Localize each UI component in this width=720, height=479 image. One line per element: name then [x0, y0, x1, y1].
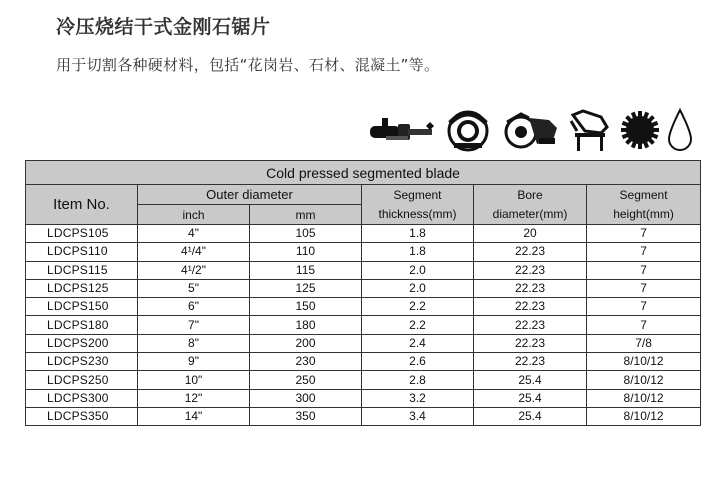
cell-segment-thickness: 2.2: [362, 298, 474, 316]
cell-inch: 12": [138, 389, 250, 407]
angle-grinder-icon: [368, 112, 438, 148]
cutoff-saw-icon: [499, 108, 561, 152]
header-mm: mm: [250, 205, 362, 225]
cell-segment-height: 8/10/12: [587, 389, 701, 407]
header-inch: inch: [138, 205, 250, 225]
cell-inch: 10": [138, 371, 250, 389]
cell-segment-height: 8/10/12: [587, 371, 701, 389]
cell-bore-diameter: 25.4: [474, 371, 587, 389]
cell-mm: 180: [250, 316, 362, 334]
cell-item-no: LDCPS250: [26, 371, 138, 389]
cell-mm: 150: [250, 298, 362, 316]
cell-segment-thickness: 2.2: [362, 316, 474, 334]
table-row: [26, 407, 701, 425]
table-row: [26, 389, 701, 407]
cell-mm: 300: [250, 389, 362, 407]
cell-bore-diameter: 22.23: [474, 243, 587, 261]
cell-bore-diameter: 25.4: [474, 407, 587, 425]
header-bore-line2: diameter(mm): [492, 206, 568, 221]
table-row: [26, 298, 701, 316]
application-icons: [368, 104, 694, 156]
table-row: [26, 225, 701, 243]
cell-inch: 6": [138, 298, 250, 316]
cell-item-no: LDCPS150: [26, 298, 138, 316]
cell-inch: 14": [138, 407, 250, 425]
table-row: [26, 243, 701, 261]
cell-inch: 4¹/4": [138, 243, 250, 261]
table-row: [26, 279, 701, 297]
cell-mm: 115: [250, 261, 362, 279]
cell-item-no: LDCPS105: [26, 225, 138, 243]
cell-segment-height: 8/10/12: [587, 353, 701, 371]
cell-segment-height: 7: [587, 261, 701, 279]
cell-segment-thickness: 2.0: [362, 279, 474, 297]
cell-item-no: LDCPS300: [26, 389, 138, 407]
cell-segment-thickness: 1.8: [362, 225, 474, 243]
cell-segment-thickness: 2.8: [362, 371, 474, 389]
cell-segment-thickness: 1.8: [362, 243, 474, 261]
cell-bore-diameter: 22.23: [474, 353, 587, 371]
cell-segment-height: 7: [587, 225, 701, 243]
table-row: [26, 371, 701, 389]
header-segment-height-line1: Segment: [619, 187, 668, 202]
cell-segment-height: 8/10/12: [587, 407, 701, 425]
cell-item-no: LDCPS115: [26, 261, 138, 279]
cell-segment-thickness: 2.6: [362, 353, 474, 371]
cell-segment-height: 7: [587, 298, 701, 316]
cell-segment-height: 7: [587, 316, 701, 334]
header-segment-thickness: [362, 185, 474, 225]
cell-segment-thickness: 2.4: [362, 334, 474, 352]
cell-bore-diameter: 22.23: [474, 316, 587, 334]
table-row: [26, 261, 701, 279]
bench-saw-icon: [567, 107, 613, 153]
table-row: [26, 316, 701, 334]
cell-bore-diameter: 22.23: [474, 298, 587, 316]
cell-mm: 230: [250, 353, 362, 371]
cell-inch: 4¹/2": [138, 261, 250, 279]
header-item-no: Item No.: [26, 185, 138, 225]
cell-inch: 7": [138, 316, 250, 334]
water-drop-icon: [666, 107, 694, 153]
cell-inch: 9": [138, 353, 250, 371]
cell-segment-thickness: 3.4: [362, 407, 474, 425]
cell-mm: 110: [250, 243, 362, 261]
cell-bore-diameter: 25.4: [474, 389, 587, 407]
table-body: [26, 225, 701, 426]
header-segment-height: [587, 185, 701, 225]
cell-mm: 105: [250, 225, 362, 243]
cell-bore-diameter: 22.23: [474, 334, 587, 352]
table-caption: Cold pressed segmented blade: [26, 161, 701, 185]
cell-mm: 200: [250, 334, 362, 352]
cell-item-no: LDCPS110: [26, 243, 138, 261]
cell-bore-diameter: 20: [474, 225, 587, 243]
cell-inch: 8": [138, 334, 250, 352]
cell-segment-thickness: 3.2: [362, 389, 474, 407]
header-outer-diameter: Outer diameter: [138, 185, 362, 205]
header-segment-thickness-line2: thickness(mm): [378, 206, 457, 221]
cell-item-no: LDCPS350: [26, 407, 138, 425]
cell-item-no: LDCPS200: [26, 334, 138, 352]
page-title: 冷压烧结干式金刚石锯片: [56, 16, 271, 38]
header-bore-diameter: [474, 185, 587, 225]
table-row: [26, 334, 701, 352]
cell-item-no: LDCPS125: [26, 279, 138, 297]
gear-icon: [620, 110, 660, 150]
circular-saw-icon: [444, 107, 492, 153]
cell-inch: 5": [138, 279, 250, 297]
cell-item-no: LDCPS230: [26, 353, 138, 371]
cell-segment-height: 7: [587, 279, 701, 297]
cell-segment-thickness: 2.0: [362, 261, 474, 279]
table-row: [26, 353, 701, 371]
cell-mm: 350: [250, 407, 362, 425]
header-segment-thickness-line1: Segment: [393, 187, 442, 202]
cell-mm: 125: [250, 279, 362, 297]
cell-bore-diameter: 22.23: [474, 261, 587, 279]
page-subtitle: 用于切割各种硬材料，包括“花岗岩、石材、混凝土”等。: [56, 56, 440, 74]
cell-mm: 250: [250, 371, 362, 389]
cell-segment-height: 7: [587, 243, 701, 261]
cell-item-no: LDCPS180: [26, 316, 138, 334]
spec-table: [25, 160, 701, 426]
header-segment-height-line2: height(mm): [613, 206, 674, 221]
header-bore-line1: Bore: [517, 187, 543, 202]
cell-inch: 4": [138, 225, 250, 243]
cell-bore-diameter: 22.23: [474, 279, 587, 297]
cell-segment-height: 7/8: [587, 334, 701, 352]
